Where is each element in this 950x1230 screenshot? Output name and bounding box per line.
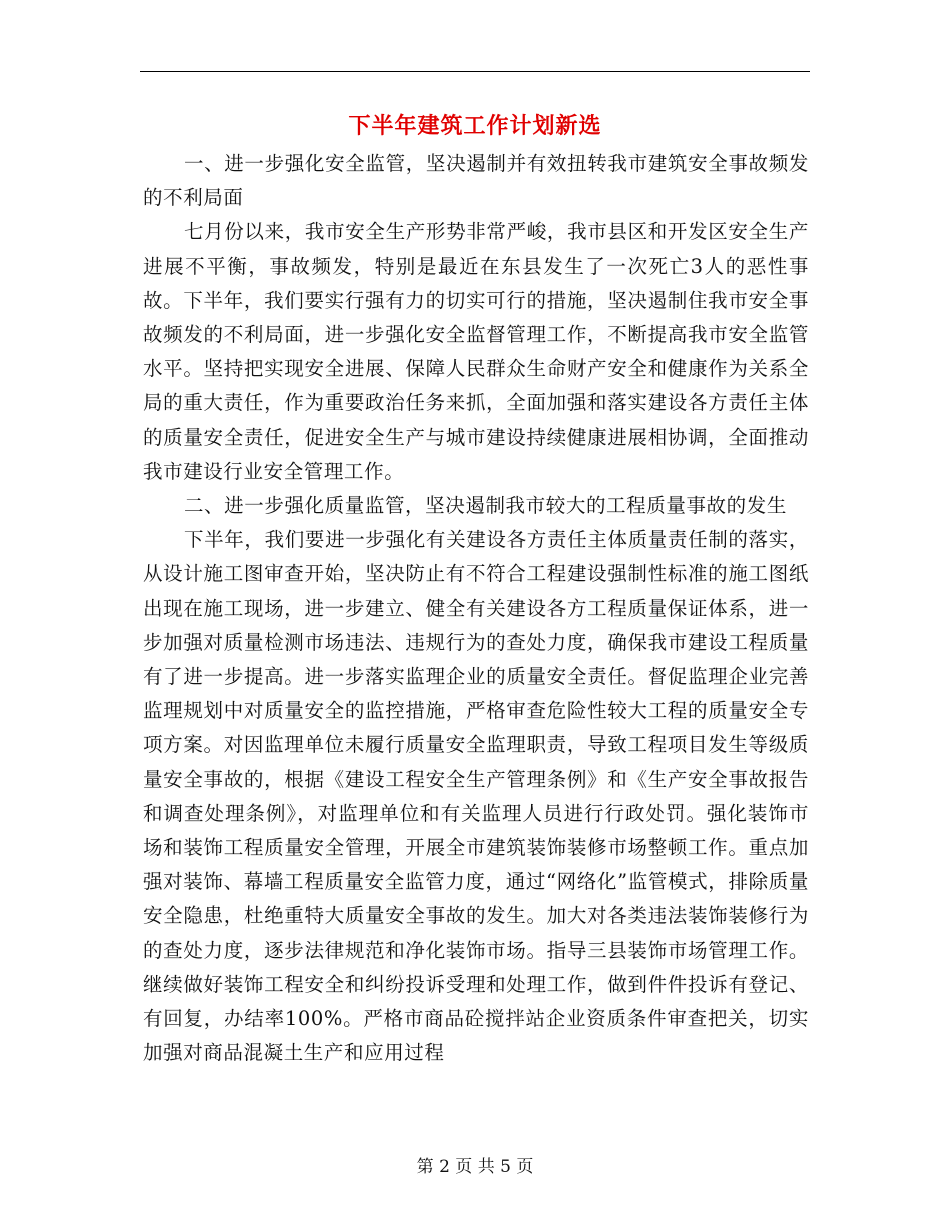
document-title: 下半年建筑工作计划新选 <box>348 113 602 139</box>
body-paragraph-1: 七月份以来，我市安全生产形势非常严峻，我市县区和开发区安全生产进展不平衡，事故频发，特别是最近在东县发生了一次死亡3人的恶性事故。下半年，我们要实行强有力的切实可行的措施，坚决遏制住我市安全事故频发的不利局面，进一步强化安全监督管理工作，不断提高我市安全监管水平。坚持把实现安全进展、保障人民群众生命财产安全和健康作为关系全局的重大责任，作为重要政治任务来抓，全面加强和落实建设各方责任主体的质量安全责任，促进安全生产与城市建设持续健康进展相协调，全面推动我市建设行业安全管理工作。 <box>143 220 809 483</box>
section-heading-1: 一、进一步强化安全监管，坚决遏制并有效扭转我市建筑安全事故频发的不利局面 <box>143 152 809 210</box>
body-paragraph-2: 下半年，我们要进一步强化有关建设各方责任主体质量责任制的落实，从设计施工图审查开始，坚决防止有不符合工程建设强制性标准的施工图纸出现在施工现场，进一步建立、健全有关建设各方工程质量保证体系，进一步加强对质量检测市场违法、违规行为的查处力度，确保我市建设工程质量有了进一步提高。进一步落实监理企业的质量安全责任。督促监理企业完善监理规划中对质量安全的监控措施，严格审查危险性较大工程的质量安全专项方案。对因监理单位未履行质量安全监理职责，导致工程项目发生等级质量安全事故的，根据《建设工程安全生产管理条例》和《生产安全事故报告和调查处理条例》，对监理单位和有关监理人员进行行政处罚。强化装饰市场和装饰工程质量安全管理，开展全市建筑装饰装修市场整顿工作。重点加强对装饰、幕墙工程质量安全监管力度，通过“网络化”监管模式，排除质量安全隐患，杜绝重特大质量安全事故的发生。加大对各类违法装饰装修行为的查处力度，逐步法律规范和净化装饰市场。指导三县装饰市场管理工作。继续做好装饰工程安全和纠纷投诉受理和处理工作，做到件件投诉有登记、有回复，办结率100%。严格市商品砼搅拌站企业资质条件审查把关，切实加强对商品混凝土生产和应用过程 <box>143 528 809 1065</box>
document-body <box>143 147 809 1070</box>
section-heading-2: 二、进一步强化质量监管，坚决遏制我市较大的工程质量事故的发生 <box>183 494 787 518</box>
header-rule <box>140 71 810 72</box>
page-number: 第 2 页 共 5 页 <box>416 1157 534 1177</box>
